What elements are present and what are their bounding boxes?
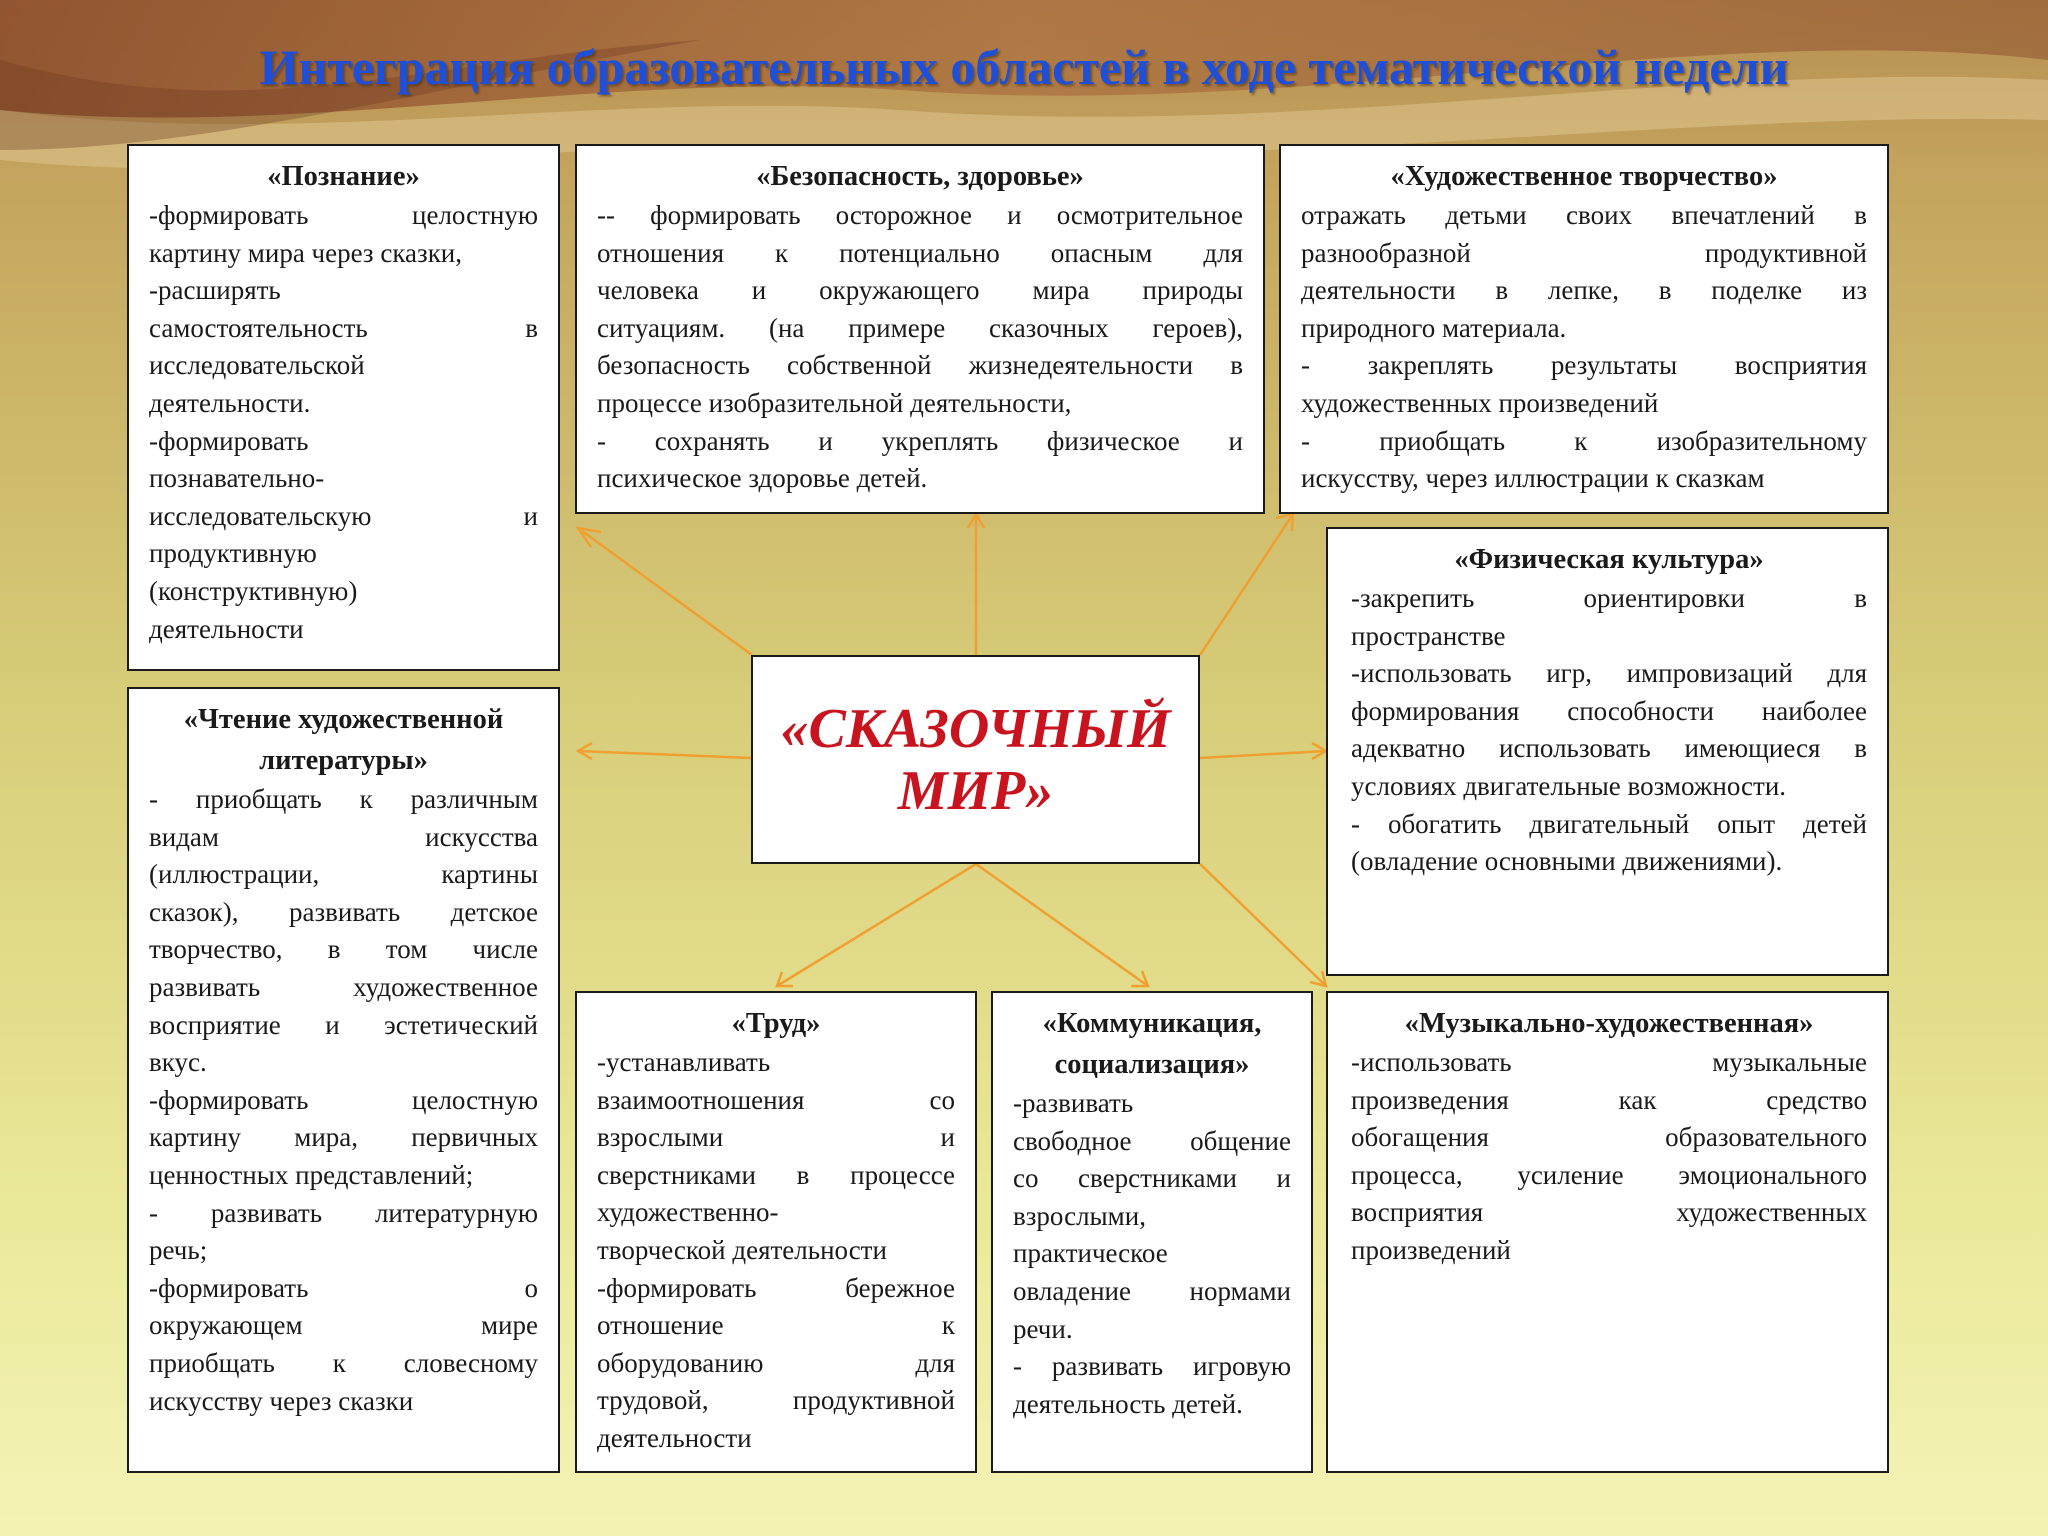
- box-body: [597, 197, 1243, 498]
- box-body: [1013, 1085, 1291, 1423]
- box-text-line: - развивать игровую: [1013, 1351, 1291, 1382]
- box-text-line: взаимоотношения со: [597, 1084, 955, 1115]
- box-body: [149, 781, 538, 1420]
- box-heading: «Художественное творчество»: [1390, 161, 1778, 192]
- box-text-line: познавательно-: [149, 463, 325, 494]
- box-text-line: восприятие и эстетический: [149, 1009, 538, 1040]
- box-text-line: -формировать о: [149, 1272, 538, 1303]
- box-text-line: условиях двигательные возможности.: [1351, 770, 1787, 801]
- box-text-line: адекватно использовать имеющиеся в: [1351, 733, 1867, 764]
- box-text-line: со сверстниками и: [1013, 1163, 1291, 1194]
- center-theme-label: «СКАЗОЧНЫЙ МИР»: [780, 697, 1171, 822]
- arrow-to-kommunikaciya: [976, 864, 1148, 986]
- box-text-line: безопасность собственной жизнедеятельности в: [597, 350, 1243, 381]
- box-text-line: отражать детьми своих впечатлений в: [1301, 200, 1867, 230]
- box-text-line: произведений: [1351, 1234, 1511, 1265]
- box-text-line: процесса, усиление эмоционального: [1351, 1159, 1867, 1190]
- box-kommunikaciya: [991, 991, 1313, 1473]
- box-text-line: - приобщать к изобразительному: [1301, 425, 1867, 456]
- box-body: [149, 197, 538, 648]
- box-tvorchestvo: [1279, 144, 1889, 514]
- box-text-line: -формировать бережное: [597, 1272, 955, 1303]
- box-body: [1351, 580, 1867, 881]
- arrow-to-muzyka: [1200, 864, 1326, 986]
- box-text-line: трудовой, продуктивной: [597, 1385, 955, 1416]
- box-fizkultura: [1326, 527, 1889, 976]
- box-chtenie: [127, 687, 560, 1473]
- box-text-line: - закреплять результаты восприятия: [1301, 350, 1867, 381]
- box-text-line: -закрепить ориентировки в: [1351, 583, 1867, 613]
- box-text-line: исследовательской: [149, 350, 365, 381]
- box-text-line: деятельности в лепке, в поделке из: [1301, 275, 1867, 306]
- box-bezopasnost: [575, 144, 1265, 514]
- box-text-line: процессе изобразительной деятельности,: [597, 387, 1072, 418]
- box-text-line: художественных произведений: [1301, 387, 1659, 418]
- box-text-line: речи.: [1013, 1313, 1073, 1344]
- box-text-line: -формировать целостную: [149, 1084, 538, 1115]
- box-text-line: деятельности: [597, 1422, 752, 1453]
- page-title: Интеграция образовательных областей в ходе тематической недели: [259, 39, 1789, 95]
- box-body: [597, 1044, 955, 1458]
- box-text-line: вкус.: [149, 1047, 207, 1078]
- box-text-line: творческой деятельности: [597, 1234, 887, 1265]
- box-text-line: сказок), развивать детское: [149, 896, 538, 927]
- box-text-line: картину мира через сказки,: [149, 237, 463, 268]
- box-text-line: - приобщать к различным: [149, 784, 538, 814]
- box-text-line: развивать художественное: [149, 971, 538, 1002]
- arrow-to-trud: [777, 864, 976, 986]
- arrow-to-chtenie: [578, 751, 751, 758]
- box-muzyka: [1326, 991, 1889, 1473]
- box-heading: «Чтение художественной литературы»: [183, 704, 504, 776]
- box-heading: «Труд»: [731, 1008, 821, 1039]
- arrow-to-fizkultura: [1200, 751, 1326, 758]
- box-text-line: видам искусства: [149, 821, 538, 852]
- box-text-line: -расширять: [149, 275, 281, 306]
- box-text-line: -использовать игр, импровизаций для: [1351, 658, 1867, 689]
- box-text-line: деятельности: [149, 613, 304, 644]
- box-text-line: произведения как средство: [1351, 1084, 1867, 1115]
- box-text-line: человека и окружающего мира природы: [597, 275, 1243, 306]
- box-text-line: -- формировать осторожное и осмотрительное: [597, 200, 1243, 230]
- box-text-line: (овладение основными движениями).: [1351, 846, 1783, 877]
- box-text-line: - обогатить двигательный опыт детей: [1351, 808, 1867, 839]
- box-text-line: оборудованию для: [597, 1347, 955, 1378]
- box-text-line: взрослыми,: [1013, 1200, 1146, 1231]
- box-heading: «Коммуникация, социализация»: [1042, 1008, 1262, 1080]
- box-heading: «Познание»: [267, 161, 420, 192]
- box-text-line: взрослыми и: [597, 1122, 955, 1153]
- box-text-line: (иллюстрации, картины: [149, 859, 538, 890]
- box-text-line: - сохранять и укреплять физическое и: [597, 425, 1243, 456]
- box-text-line: искусству через сказки: [149, 1385, 414, 1416]
- box-text-line: пространстве: [1351, 620, 1506, 651]
- box-text-line: отношения к потенциально опасным для: [597, 237, 1243, 268]
- box-text-line: природного материала.: [1301, 312, 1567, 343]
- box-poznanie: [127, 144, 560, 671]
- box-body: [1301, 197, 1867, 498]
- box-trud: [575, 991, 977, 1473]
- box-heading: «Физическая культура»: [1454, 544, 1764, 575]
- box-text-line: речь;: [149, 1235, 208, 1266]
- arrow-to-poznanie: [578, 528, 752, 655]
- box-text-line: -устанавливать: [597, 1047, 771, 1077]
- arrow-to-tvorchestvo: [1200, 514, 1293, 655]
- box-text-line: -формировать целостную: [149, 200, 538, 230]
- box-text-line: творчество, в том числе: [149, 934, 538, 965]
- box-text-line: деятельность детей.: [1013, 1388, 1243, 1419]
- box-text-line: практическое: [1013, 1238, 1168, 1269]
- box-heading: «Безопасность, здоровье»: [756, 161, 1084, 192]
- box-text-line: сверстниками в процессе: [597, 1159, 955, 1190]
- box-text-line: свободное общение: [1013, 1125, 1291, 1156]
- box-text-line: картину мира, первичных: [149, 1122, 538, 1153]
- box-text-line: обогащения образовательного: [1351, 1122, 1867, 1153]
- box-text-line: (конструктивную): [149, 575, 358, 606]
- box-text-line: разнообразной продуктивной: [1301, 237, 1867, 268]
- box-text-line: ценностных представлений;: [149, 1159, 474, 1190]
- box-text-line: -формировать: [149, 425, 309, 456]
- box-text-line: художественно-: [597, 1197, 779, 1228]
- box-body: [1351, 1044, 1867, 1270]
- box-text-line: восприятия художественных: [1351, 1197, 1867, 1228]
- box-text-line: отношение к: [597, 1310, 955, 1341]
- box-text-line: искусству, через иллюстрации к сказкам: [1301, 463, 1765, 494]
- box-text-line: психическое здоровье детей.: [597, 463, 928, 494]
- box-text-line: приобщать к словесному: [149, 1347, 538, 1378]
- box-text-line: -развивать: [1013, 1088, 1134, 1118]
- box-text-line: ситуациям. (на примере сказочных героев),: [597, 312, 1243, 343]
- box-text-line: -использовать музыкальные: [1351, 1047, 1867, 1077]
- center-theme-box: [751, 655, 1200, 864]
- box-text-line: формирования способности наиболее: [1351, 695, 1867, 726]
- box-text-line: исследовательскую и: [149, 500, 538, 531]
- box-text-line: - развивать литературную: [149, 1197, 538, 1228]
- box-text-line: продуктивную: [149, 538, 317, 569]
- box-text-line: самостоятельность в: [149, 312, 538, 343]
- box-text-line: деятельности.: [149, 387, 311, 418]
- box-text-line: овладение нормами: [1013, 1275, 1291, 1306]
- box-heading: «Музыкально-художественная»: [1404, 1008, 1814, 1039]
- box-text-line: окружающем мире: [149, 1310, 538, 1341]
